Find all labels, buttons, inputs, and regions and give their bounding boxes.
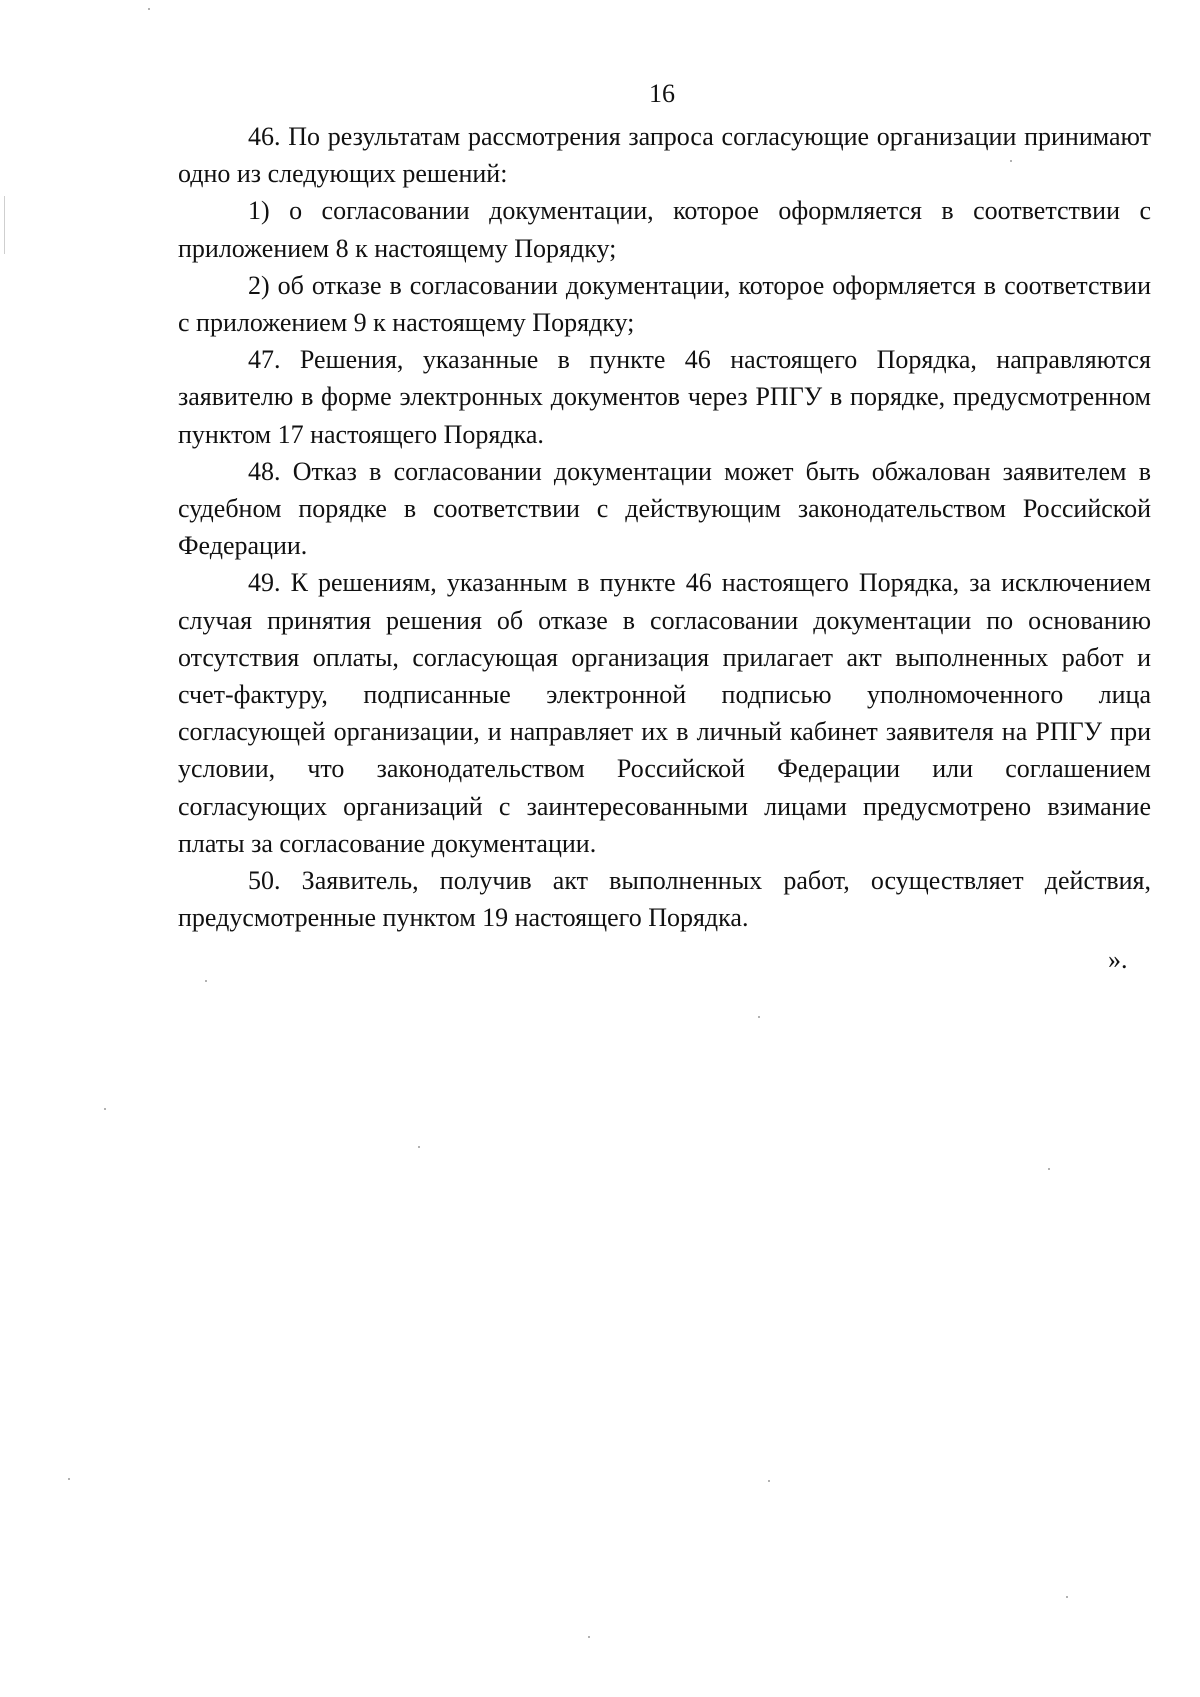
scan-speck bbox=[768, 1480, 770, 1482]
scan-speck bbox=[205, 980, 207, 982]
document-body bbox=[178, 118, 1151, 936]
scan-speck bbox=[758, 1016, 760, 1018]
scan-speck bbox=[418, 1146, 420, 1148]
scan-speck bbox=[588, 1636, 590, 1638]
scan-speck bbox=[148, 8, 150, 10]
closing-quote-mark: ». bbox=[1108, 945, 1128, 974]
paragraph-46-item-2: 2) об отказе в согласовании документации, которое оформляется в соответствии с приложением 9 к настоящему Порядку; bbox=[178, 270, 1151, 338]
paragraph-46: 46. По результатам рассмотрения запроса согласующие организации принимают одно из следующих решений: bbox=[178, 122, 1151, 189]
scan-speck bbox=[104, 1108, 106, 1110]
page-number: 16 bbox=[649, 79, 675, 108]
paragraph-48: 48. Отказ в согласовании документации может быть обжалован заявителем в судебном порядке в соответствии с действующим законодательством Российской Федерации. bbox=[178, 456, 1151, 561]
scan-edge-mark bbox=[4, 196, 5, 254]
paragraph-50: 50. Заявитель, получив акт выполненных работ, осуществляет действия, предусмотренные пунктом 19 настоящего Порядка. bbox=[178, 866, 1151, 933]
scan-speck bbox=[1048, 1168, 1050, 1170]
scan-speck bbox=[68, 1478, 70, 1480]
paragraph-46-item-1: 1) о согласовании документации, которое оформляется в соответствии с приложением 8 к настоящему Порядку; bbox=[178, 196, 1151, 263]
paragraph-49: 49. К решениям, указанным в пункте 46 настоящего Порядка, за исключением случая принятия решения об отказе в согласовании документации по основанию отсутствия оплаты, согласующая организация прилагает акт выполненных работ и счет-фактуру, подписанные электронной подписью уполномоченного лица согласующей организации, и направляет их в личный кабинет заявителя на РПГУ при условии, что законодательством Российской Федерации или соглашением согласующих организаций с заинтересованными лицами предусмотрено взимание платы за согласование документации. bbox=[178, 568, 1151, 858]
scan-speck bbox=[1010, 160, 1012, 162]
paragraph-47: 47. Решения, указанные в пункте 46 настоящего Порядка, направляются заявителю в форме электронных документов через РПГУ в порядке, предусмотренном пунктом 17 настоящего Порядка. bbox=[178, 345, 1151, 449]
scan-speck bbox=[1066, 1596, 1068, 1598]
